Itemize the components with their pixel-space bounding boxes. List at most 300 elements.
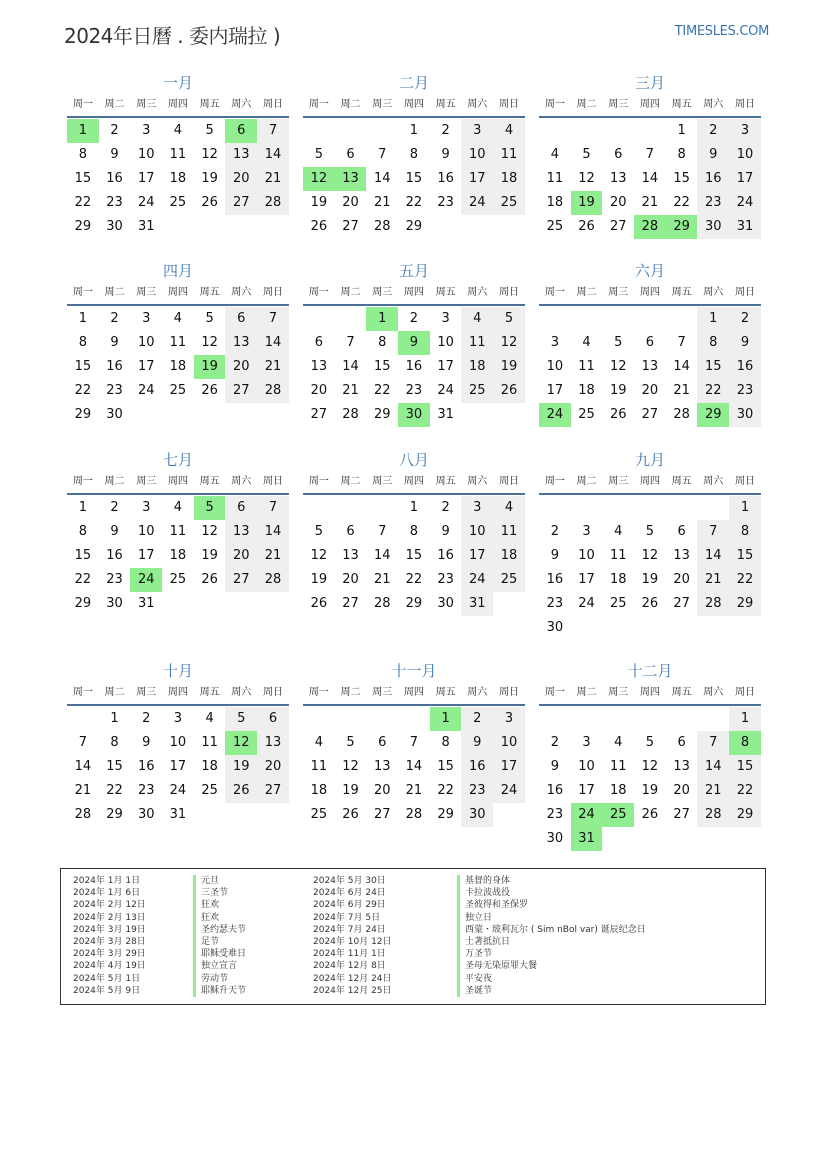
weekday-label: 周五 — [671, 687, 692, 698]
day-cell: 17 — [578, 783, 595, 798]
day-cell: 31 — [461, 592, 493, 616]
weekday-label: 周四 — [167, 287, 188, 298]
empty-cell — [602, 707, 634, 731]
empty-cell — [366, 119, 398, 143]
day-cell: 1 — [697, 307, 729, 331]
weekday-header — [303, 471, 525, 495]
holiday-date: 2024年 3月 29日 — [73, 949, 146, 960]
weekday-label: 周二 — [340, 687, 361, 698]
day-cell: 19 — [201, 171, 218, 186]
weekday-header — [303, 282, 525, 306]
day-cell: 29 — [405, 596, 423, 611]
day-cell: 8 — [409, 524, 419, 539]
day-cell: 6 — [378, 735, 387, 750]
day-cell: 30 — [137, 807, 155, 822]
weekday-label: 周日 — [262, 99, 283, 110]
holiday-day: 1 — [430, 707, 462, 731]
day-cell: 9 — [550, 548, 559, 563]
day-grid — [539, 707, 761, 851]
weekday-label: 周三 — [136, 287, 157, 298]
empty-cell — [303, 496, 335, 520]
holiday-date: 2024年 5月 30日 — [313, 876, 386, 886]
day-cell: 7 — [378, 147, 387, 162]
day-cell: 28 — [673, 407, 690, 422]
day-cell: 15 — [673, 171, 690, 186]
day-grid — [539, 496, 761, 640]
day-cell: 19 — [201, 548, 218, 563]
day-cell: 24 — [493, 779, 525, 803]
day-cell: 10 — [546, 359, 564, 374]
weekday-header — [539, 282, 761, 306]
day-cell: 22 — [373, 383, 391, 398]
day-cell: 17 — [137, 171, 155, 186]
weekday-label: 周五 — [199, 687, 220, 698]
day-cell: 15 — [74, 171, 92, 186]
weekday-label: 周五 — [199, 287, 220, 298]
weekday-label: 周一 — [544, 687, 565, 698]
day-cell: 7 — [257, 119, 289, 143]
day-cell: 26 — [310, 219, 328, 234]
day-cell: 23 — [546, 596, 564, 611]
day-cell: 12 — [641, 548, 659, 563]
day-cell: 25 — [310, 807, 328, 822]
day-cell: 21 — [257, 355, 289, 379]
weekday-label: 周一 — [72, 476, 93, 487]
day-cell: 16 — [106, 171, 123, 186]
weekday-label: 周二 — [576, 687, 597, 698]
empty-cell — [303, 307, 335, 331]
empty-cell — [666, 707, 698, 731]
day-cell: 3 — [729, 119, 761, 143]
holiday-date: 2024年 3月 19日 — [73, 924, 146, 935]
day-cell: 15 — [405, 171, 423, 186]
holiday-date: 2024年 12月 8日 — [313, 961, 386, 972]
day-cell: 29 — [106, 807, 123, 822]
day-cell: 12 — [310, 548, 328, 563]
day-cell: 22 — [697, 379, 729, 403]
day-cell: 22 — [405, 195, 423, 210]
day-cell: 26 — [641, 807, 659, 822]
month-title: 一月 — [162, 74, 193, 92]
day-cell: 15 — [729, 755, 761, 779]
day-cell: 23 — [106, 195, 123, 210]
weekday-label: 周五 — [199, 476, 220, 487]
day-cell: 20 — [673, 572, 690, 587]
day-cell: 10 — [729, 143, 761, 167]
month-11 — [303, 660, 525, 827]
holiday-date: 2024年 5月 9日 — [73, 985, 141, 996]
day-cell: 18 — [169, 171, 187, 186]
day-cell: 1 — [729, 496, 761, 520]
day-cell: 7 — [677, 335, 686, 350]
day-cell: 23 — [697, 191, 729, 215]
day-cell: 5 — [314, 524, 323, 539]
empty-cell — [366, 496, 398, 520]
day-cell: 1 — [110, 711, 119, 726]
holiday-day: 30 — [398, 403, 430, 427]
holiday-day: 6 — [225, 119, 257, 143]
holiday-day: 24 — [571, 803, 603, 827]
weekday-header — [303, 682, 525, 706]
day-cell: 28 — [697, 592, 729, 616]
day-cell: 16 — [106, 359, 123, 374]
day-cell: 5 — [205, 123, 214, 138]
weekday-label: 周二 — [104, 476, 125, 487]
day-cell: 27 — [225, 191, 257, 215]
day-cell: 31 — [169, 807, 187, 822]
day-cell: 25 — [201, 783, 218, 798]
empty-cell — [697, 707, 729, 731]
day-cell: 15 — [74, 359, 92, 374]
day-cell: 17 — [578, 572, 595, 587]
weekday-header — [539, 682, 761, 706]
day-cell: 6 — [225, 496, 257, 520]
holiday-day: 24 — [130, 568, 162, 592]
day-cell: 14 — [257, 520, 289, 544]
day-cell: 9 — [110, 524, 119, 539]
month-title: 十一月 — [391, 662, 437, 680]
day-cell: 24 — [461, 191, 493, 215]
weekday-label: 周三 — [372, 476, 393, 487]
day-cell: 19 — [641, 783, 659, 798]
weekday-label: 周二 — [340, 287, 361, 298]
day-cell: 20 — [225, 167, 257, 191]
day-cell: 20 — [342, 195, 359, 210]
day-cell: 8 — [441, 735, 450, 750]
day-cell: 17 — [137, 548, 155, 563]
day-cell: 11 — [493, 143, 525, 167]
day-cell: 25 — [609, 596, 627, 611]
day-cell: 8 — [729, 520, 761, 544]
day-cell: 2 — [142, 711, 151, 726]
day-grid — [303, 307, 525, 427]
empty-cell — [303, 707, 335, 731]
weekday-label: 周三 — [372, 287, 393, 298]
day-cell: 18 — [201, 759, 218, 774]
day-cell: 24 — [137, 383, 155, 398]
day-cell: 19 — [225, 755, 257, 779]
weekday-label: 周五 — [671, 476, 692, 487]
day-cell: 11 — [493, 520, 525, 544]
holiday-name: 圣彼得和圣保罗 — [457, 899, 717, 911]
holiday-date: 2024年 1月 1日 — [73, 876, 141, 886]
day-grid — [303, 707, 525, 827]
day-cell: 9 — [441, 147, 450, 162]
day-cell: 6 — [677, 735, 686, 750]
day-cell: 9 — [550, 759, 559, 774]
day-cell: 2 — [461, 707, 493, 731]
empty-cell — [666, 496, 698, 520]
holiday-day: 13 — [335, 167, 367, 191]
day-grid — [539, 307, 761, 427]
day-cell: 12 — [342, 759, 359, 774]
day-cell: 2 — [110, 500, 119, 515]
weekday-header — [67, 94, 289, 118]
day-cell: 3 — [142, 500, 151, 515]
holiday-date: 2024年 7月 5日 — [313, 912, 381, 923]
day-cell: 12 — [201, 147, 218, 162]
day-cell: 30 — [106, 219, 123, 234]
day-cell: 31 — [137, 219, 155, 234]
day-cell: 10 — [578, 759, 595, 774]
day-cell: 29 — [729, 592, 761, 616]
day-cell: 27 — [342, 596, 359, 611]
empty-cell — [571, 307, 603, 331]
day-cell: 11 — [169, 147, 187, 162]
day-cell: 4 — [461, 307, 493, 331]
day-cell: 3 — [142, 123, 151, 138]
day-cell: 3 — [582, 735, 591, 750]
empty-cell — [571, 496, 603, 520]
day-cell: 10 — [437, 335, 454, 350]
day-cell: 26 — [609, 407, 627, 422]
day-cell: 18 — [461, 355, 493, 379]
day-cell: 8 — [378, 335, 387, 350]
holiday-day: 19 — [194, 355, 226, 379]
day-cell: 23 — [437, 195, 454, 210]
day-cell: 14 — [373, 548, 391, 563]
day-cell: 28 — [405, 807, 423, 822]
day-cell: 23 — [546, 807, 564, 822]
day-cell: 22 — [74, 383, 92, 398]
day-cell: 21 — [74, 783, 92, 798]
day-cell: 5 — [582, 147, 591, 162]
day-cell: 26 — [201, 195, 218, 210]
weekday-label: 周二 — [576, 287, 597, 298]
weekday-header — [539, 94, 761, 118]
weekday-label: 周一 — [308, 687, 329, 698]
day-cell: 6 — [225, 307, 257, 331]
weekday-label: 周三 — [136, 476, 157, 487]
day-grid — [67, 707, 289, 827]
day-cell: 18 — [169, 359, 187, 374]
day-cell: 13 — [342, 548, 359, 563]
day-cell: 1 — [677, 123, 686, 138]
weekday-label: 周一 — [308, 287, 329, 298]
day-cell: 26 — [310, 596, 328, 611]
day-cell: 28 — [74, 807, 92, 822]
day-cell: 21 — [405, 783, 423, 798]
day-cell: 29 — [437, 807, 454, 822]
weekday-label: 周四 — [403, 99, 424, 110]
day-cell: 11 — [546, 171, 564, 186]
day-cell: 15 — [729, 544, 761, 568]
day-cell: 16 — [437, 171, 454, 186]
day-cell: 9 — [697, 143, 729, 167]
day-cell: 30 — [697, 215, 729, 239]
day-cell: 4 — [493, 496, 525, 520]
day-cell: 13 — [225, 331, 257, 355]
day-cell: 17 — [137, 359, 155, 374]
weekday-label: 周二 — [576, 476, 597, 487]
day-cell: 2 — [110, 311, 119, 326]
weekday-label: 周二 — [104, 287, 125, 298]
weekday-label: 周一 — [72, 99, 93, 110]
day-cell: 27 — [673, 596, 690, 611]
day-cell: 7 — [409, 735, 419, 750]
day-cell: 26 — [493, 379, 525, 403]
day-cell: 29 — [74, 596, 92, 611]
day-cell: 3 — [441, 311, 450, 326]
empty-cell — [335, 307, 367, 331]
day-cell: 15 — [74, 548, 92, 563]
holiday-date: 2024年 10月 12日 — [313, 936, 392, 947]
day-cell: 5 — [346, 735, 355, 750]
day-grid — [303, 119, 525, 239]
day-cell: 23 — [405, 383, 423, 398]
holiday-name: 卡拉波战役 — [457, 887, 717, 899]
day-cell: 20 — [310, 383, 328, 398]
weekday-label: 周一 — [544, 99, 565, 110]
day-cell: 13 — [257, 731, 289, 755]
day-cell: 31 — [437, 407, 454, 422]
day-cell: 10 — [493, 731, 525, 755]
day-cell: 26 — [342, 807, 359, 822]
day-cell: 18 — [609, 572, 627, 587]
day-cell: 12 — [609, 359, 627, 374]
holiday-name: 元旦 — [193, 875, 453, 887]
day-cell: 23 — [461, 779, 493, 803]
day-cell: 27 — [641, 407, 659, 422]
day-cell: 20 — [257, 755, 289, 779]
holiday-name: 土著抵抗日 — [457, 936, 717, 948]
day-cell: 20 — [342, 572, 359, 587]
day-cell: 24 — [461, 568, 493, 592]
month-10 — [67, 660, 289, 827]
holiday-name: 耶稣升天节 — [193, 985, 453, 997]
empty-cell — [634, 707, 666, 731]
day-cell: 22 — [405, 572, 423, 587]
weekday-label: 周二 — [104, 99, 125, 110]
day-cell: 20 — [225, 355, 257, 379]
holiday-day: 8 — [729, 731, 761, 755]
weekday-label: 周三 — [136, 687, 157, 698]
day-cell: 5 — [314, 147, 323, 162]
day-cell: 12 — [493, 331, 525, 355]
day-cell: 18 — [310, 783, 328, 798]
day-cell: 24 — [437, 383, 454, 398]
empty-cell — [335, 707, 367, 731]
day-cell: 28 — [697, 803, 729, 827]
day-cell: 28 — [257, 191, 289, 215]
weekday-label: 周三 — [372, 687, 393, 698]
day-cell: 16 — [729, 355, 761, 379]
month-3 — [539, 72, 761, 239]
weekday-label: 周四 — [167, 476, 188, 487]
day-cell: 14 — [74, 759, 92, 774]
day-cell: 6 — [677, 524, 686, 539]
month-title: 九月 — [634, 451, 665, 469]
day-cell: 10 — [137, 335, 155, 350]
day-cell: 1 — [78, 311, 87, 326]
day-cell: 7 — [697, 520, 729, 544]
holiday-name: 狂欢 — [193, 899, 453, 911]
empty-cell — [571, 119, 603, 143]
holiday-name: 万圣节 — [457, 948, 717, 960]
day-cell: 20 — [673, 783, 690, 798]
day-cell: 7 — [257, 496, 289, 520]
weekday-label: 周六 — [231, 287, 252, 298]
day-cell: 4 — [173, 311, 183, 326]
month-title: 五月 — [398, 262, 429, 280]
month-title: 十月 — [162, 662, 193, 680]
day-cell: 7 — [346, 335, 355, 350]
day-cell: 25 — [493, 191, 525, 215]
day-cell: 22 — [74, 572, 92, 587]
weekday-label: 周四 — [639, 476, 660, 487]
day-cell: 4 — [314, 735, 323, 750]
day-cell: 26 — [201, 383, 218, 398]
weekday-label: 周五 — [435, 99, 456, 110]
day-cell: 14 — [405, 759, 423, 774]
site-link[interactable]: TIMESLES.COM — [674, 24, 769, 39]
weekday-label: 周一 — [308, 99, 329, 110]
weekday-label: 周四 — [403, 287, 424, 298]
day-cell: 10 — [578, 548, 595, 563]
holiday-date: 2024年 6月 29日 — [313, 900, 386, 911]
month-title: 八月 — [398, 451, 429, 469]
weekday-label: 周三 — [608, 476, 629, 487]
weekday-label: 周三 — [608, 287, 629, 298]
empty-cell — [539, 496, 571, 520]
weekday-label: 周四 — [639, 99, 660, 110]
day-cell: 27 — [342, 219, 359, 234]
holiday-list — [60, 868, 766, 1005]
weekday-label: 周三 — [136, 99, 157, 110]
empty-cell — [602, 496, 634, 520]
day-cell: 28 — [257, 379, 289, 403]
empty-cell — [634, 307, 666, 331]
day-cell: 21 — [342, 383, 359, 398]
day-cell: 21 — [257, 544, 289, 568]
day-cell: 11 — [169, 524, 187, 539]
day-cell: 13 — [310, 359, 328, 374]
day-cell: 10 — [137, 524, 155, 539]
day-cell: 15 — [697, 355, 729, 379]
day-cell: 1 — [78, 500, 87, 515]
weekday-label: 周二 — [576, 99, 597, 110]
day-cell: 22 — [74, 195, 92, 210]
empty-cell — [602, 119, 634, 143]
holiday-name: 圣母无染原罪大餐 — [457, 960, 717, 972]
day-cell: 14 — [641, 171, 659, 186]
day-cell: 3 — [550, 335, 559, 350]
holiday-day: 1 — [366, 307, 398, 331]
day-cell: 22 — [106, 783, 123, 798]
month-12 — [539, 660, 761, 851]
holiday-day: 12 — [303, 167, 335, 191]
day-cell: 19 — [493, 355, 525, 379]
weekday-label: 周一 — [72, 687, 93, 698]
day-cell: 2 — [441, 500, 450, 515]
holiday-name: 三圣节 — [193, 887, 453, 899]
day-cell: 23 — [437, 572, 454, 587]
weekday-label: 周日 — [734, 287, 755, 298]
day-cell: 17 — [546, 383, 564, 398]
day-cell: 1 — [729, 707, 761, 731]
day-cell: 4 — [173, 123, 183, 138]
day-grid — [67, 119, 289, 239]
day-cell: 2 — [409, 311, 419, 326]
holiday-day: 28 — [634, 215, 666, 239]
day-cell: 19 — [310, 572, 328, 587]
day-cell: 28 — [342, 407, 359, 422]
day-grid — [303, 496, 525, 616]
holiday-day: 29 — [666, 215, 698, 239]
holiday-name: 圣约瑟夫节 — [193, 924, 453, 936]
holiday-date: 2024年 5月 1日 — [73, 973, 141, 984]
holiday-day: 5 — [194, 496, 226, 520]
